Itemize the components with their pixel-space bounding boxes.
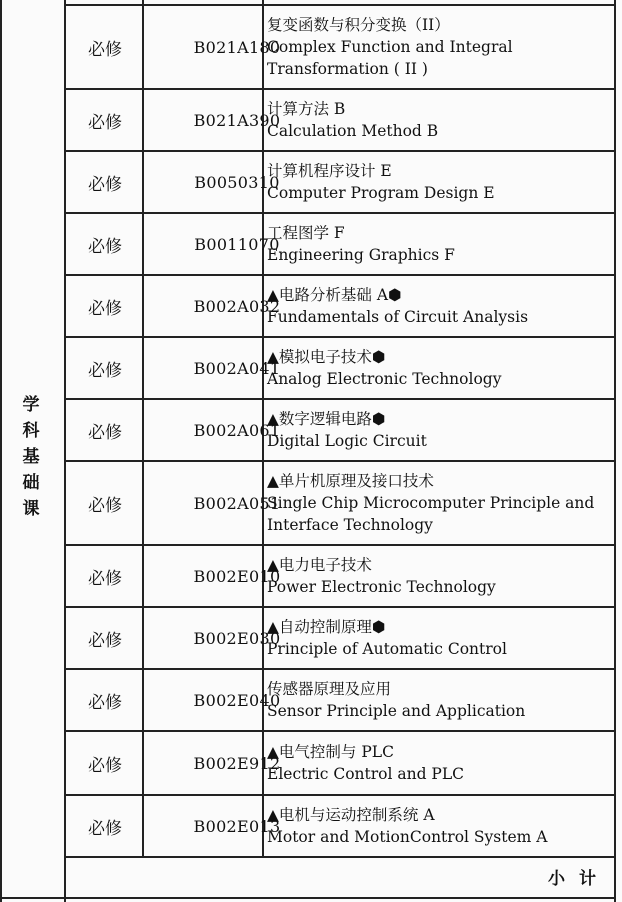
course-name: [267, 152, 612, 212]
course-name: [267, 90, 612, 150]
course-type: 必修: [88, 112, 122, 133]
course-name: [267, 732, 612, 794]
course-name-en: Fundamentals of Circuit Analysis: [267, 308, 529, 326]
table-row: [66, 152, 616, 212]
course-name-cn: ▲模拟电子技术⬢: [267, 348, 386, 366]
table-row: [66, 6, 616, 88]
table-row: [66, 796, 616, 856]
course-code: B0050310: [194, 172, 280, 192]
course-type: 必修: [88, 755, 122, 776]
table-row: [66, 276, 616, 336]
course-code: B002E013: [193, 816, 281, 836]
course-code: B002E912: [193, 753, 281, 773]
course-name-en: Sensor Principle and Application: [267, 702, 526, 720]
table-row: [66, 732, 616, 794]
course-type: 必修: [88, 422, 122, 443]
course-name-en: Motor and MotionControl System A: [267, 828, 548, 846]
course-type: 必修: [88, 174, 122, 195]
course-type: 必修: [88, 298, 122, 319]
course-type: 必修: [88, 39, 122, 60]
course-name: [267, 338, 612, 398]
course-name: [267, 796, 612, 856]
course-code: B002E010: [193, 566, 281, 586]
course-name-en: Electric Control and PLC: [267, 765, 465, 783]
subtotal-label: 小计: [548, 869, 610, 889]
course-code: B002E040: [193, 690, 281, 710]
course-name: [267, 276, 612, 336]
course-code: B021A180: [193, 37, 281, 57]
table-row: [66, 338, 616, 398]
course-code: B002A032: [193, 296, 281, 316]
table-row: [66, 90, 616, 150]
course-name-cn: ▲自动控制原理⬢: [267, 618, 386, 636]
course-type: 必修: [88, 360, 122, 381]
course-code: B002A051: [193, 493, 281, 513]
table-row: [66, 400, 616, 460]
row-line: [64, 856, 616, 858]
course-name: [267, 546, 612, 606]
course-name-cn: ▲电气控制与 PLC: [267, 743, 394, 761]
table-row: [66, 670, 616, 730]
course-name-en: Digital Logic Circuit: [267, 432, 427, 450]
course-name: [267, 608, 612, 668]
table-row: [66, 462, 616, 544]
course-name-en: Computer Program Design E: [267, 184, 495, 202]
course-name-cn: 传感器原理及应用: [267, 680, 392, 698]
course-type: 必修: [88, 236, 122, 257]
course-name-cn: ▲电机与运动控制系统 A: [267, 806, 435, 824]
table-row: [66, 214, 616, 274]
course-code: B002A061: [193, 420, 281, 440]
course-name: [267, 214, 612, 274]
course-name: [267, 670, 612, 730]
course-name-en: Principle of Automatic Control: [267, 640, 507, 658]
course-code: B021A390: [193, 110, 281, 130]
course-name-cn: ▲电路分析基础 A⬢: [267, 286, 402, 304]
course-name-en: Analog Electronic Technology: [267, 370, 502, 388]
table-bottom-line: [0, 897, 616, 899]
course-name: [267, 6, 612, 88]
course-code: B002E030: [193, 628, 281, 648]
course-name-cn: 工程图学 F: [267, 224, 345, 242]
course-name-en: Complex Function and Integral Transformation ( II ): [267, 38, 513, 78]
course-name: [267, 400, 612, 460]
course-name-cn: 计算方法 B: [267, 100, 346, 118]
course-name: [267, 462, 612, 544]
course-name-cn: ▲数字逻辑电路⬢: [267, 410, 386, 428]
course-type: 必修: [88, 818, 122, 839]
table-row: [66, 608, 616, 668]
course-code: B0011070: [194, 234, 280, 254]
course-name-en: Engineering Graphics F: [267, 246, 455, 264]
course-type: 必修: [88, 495, 122, 516]
course-name-cn: ▲电力电子技术: [267, 556, 372, 574]
course-code: B002A041: [193, 358, 281, 378]
course-name-en: Calculation Method B: [267, 122, 439, 140]
course-name-en: Power Electronic Technology: [267, 578, 496, 596]
course-type: 必修: [88, 568, 122, 589]
course-name-cn: ▲单片机原理及接口技术: [267, 472, 434, 490]
course-type: 必修: [88, 692, 122, 713]
table-border-left: [0, 0, 2, 902]
course-name-cn: 复变函数与积分变换（II）: [267, 16, 450, 34]
course-type: 必修: [88, 630, 122, 651]
table-row: [66, 546, 616, 606]
category-label: 学科基础课: [22, 395, 40, 519]
course-name-en: Single Chip Microcomputer Principle and Interface Technology: [267, 494, 595, 534]
course-name-cn: 计算机程序设计 E: [267, 162, 392, 180]
